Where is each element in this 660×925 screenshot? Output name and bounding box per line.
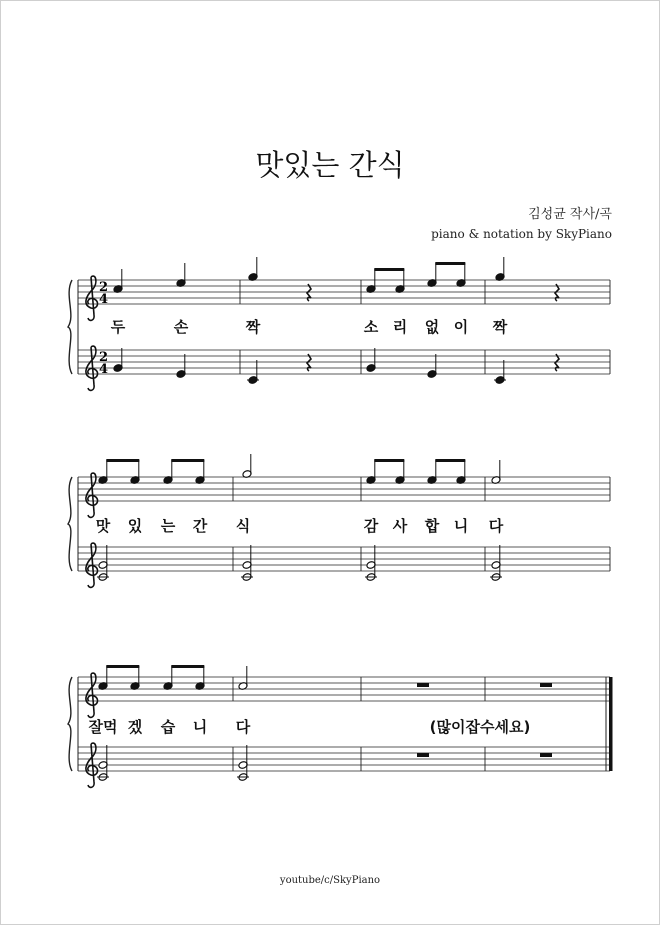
brace bbox=[68, 477, 72, 571]
lyric-syllable: 이 bbox=[453, 318, 469, 336]
beam bbox=[106, 665, 139, 668]
lyric-syllable: 맛 bbox=[95, 517, 111, 535]
lyric-syllable: 감 bbox=[363, 517, 379, 535]
time-signature-bottom: 4 bbox=[99, 292, 109, 307]
beam bbox=[171, 665, 204, 668]
lyric-syllable: 사 bbox=[392, 517, 408, 535]
brace bbox=[68, 677, 72, 771]
beam bbox=[435, 459, 465, 462]
lyric-syllable: 있 bbox=[127, 517, 143, 535]
composer-credit: 김성균 작사/곡 bbox=[528, 207, 612, 222]
lyric-syllable: 소 bbox=[363, 318, 379, 336]
measure-rest bbox=[540, 753, 552, 757]
quarter-rest bbox=[555, 284, 559, 301]
lyric-syllable: 는 bbox=[160, 517, 176, 535]
beam bbox=[435, 262, 465, 265]
lyric-syllable: 다 bbox=[235, 718, 251, 736]
notation-credit: piano & notation by SkyPiano bbox=[431, 227, 612, 241]
beam bbox=[374, 268, 404, 271]
brace bbox=[68, 280, 72, 374]
measure-rest bbox=[417, 683, 429, 687]
lyric-syllable: 두 bbox=[110, 318, 126, 336]
final-barline bbox=[609, 677, 613, 771]
lyric-syllable: 잘먹 bbox=[88, 718, 118, 736]
quarter-rest bbox=[307, 284, 311, 301]
footer-channel: youtube/c/SkyPiano bbox=[279, 875, 381, 886]
time-signature-bottom: 4 bbox=[99, 362, 109, 377]
lyric-syllable: 습 bbox=[160, 718, 176, 736]
lyric-syllable: 식 bbox=[235, 517, 251, 535]
lyric-syllable: 없 bbox=[424, 318, 440, 336]
lyric-syllable: 다 bbox=[488, 517, 504, 535]
time-signature-top: 2 bbox=[99, 350, 109, 365]
lyric-syllable: 니 bbox=[192, 718, 208, 736]
beam bbox=[171, 459, 204, 462]
lyric-syllable: 합 bbox=[424, 517, 440, 535]
lyric-syllable: (많이잡수세요) bbox=[429, 718, 531, 736]
lyric-syllable: 간 bbox=[192, 517, 208, 535]
lyric-syllable: 짝 bbox=[492, 318, 508, 336]
lyric-syllable: 리 bbox=[392, 318, 408, 336]
measure-rest bbox=[417, 753, 429, 757]
time-signature-top: 2 bbox=[99, 280, 109, 295]
lyric-syllable: 짝 bbox=[245, 318, 261, 336]
beam bbox=[106, 459, 139, 462]
quarter-rest bbox=[555, 354, 559, 371]
lyric-syllable: 니 bbox=[453, 517, 469, 535]
lyric-syllable: 겠 bbox=[127, 718, 143, 736]
lyric-syllable: 손 bbox=[173, 318, 189, 336]
quarter-rest bbox=[307, 354, 311, 371]
song-title: 맛있는 간식 bbox=[255, 148, 405, 182]
measure-rest bbox=[540, 683, 552, 687]
beam bbox=[374, 459, 404, 462]
